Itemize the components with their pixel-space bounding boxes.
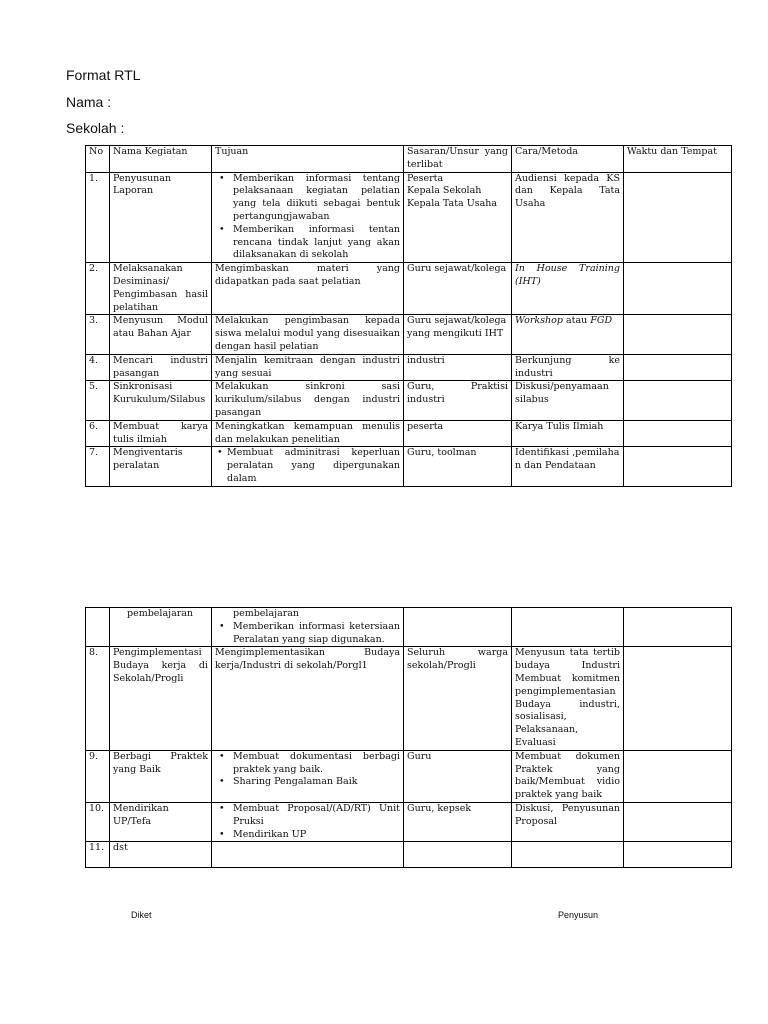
cara-cell xyxy=(512,608,624,647)
sasaran-cell: peserta xyxy=(404,420,512,447)
column-header-sasaran: Sasaran/Unsur yang terlibat xyxy=(404,146,512,173)
row-number: 4. xyxy=(86,354,110,381)
table-row xyxy=(86,172,732,263)
kegiatan-cell: Sinkronisasi Kurukulum/Silabus xyxy=(110,381,212,420)
cara-cell: Berkunjung ke industri xyxy=(512,354,624,381)
tujuan-bullet: • Sharing Pengalaman Baik xyxy=(219,776,358,788)
row-number: 5. xyxy=(86,381,110,420)
table-row xyxy=(86,447,732,486)
rtl-table-part-1 xyxy=(85,145,732,487)
kegiatan-cell: Mendirikan UP/Tefa xyxy=(110,802,212,841)
waktu-cell xyxy=(624,381,732,420)
tujuan-cell xyxy=(212,447,404,486)
kegiatan-cell: pembelajaran xyxy=(110,608,212,647)
sasaran-cell: Guru, Praktisi industri xyxy=(404,381,512,420)
tujuan-cell: Melakukan pengimbasan kepada siswa melalui modul yang disesuaikan dengan hasil pelatian xyxy=(212,315,404,354)
row-number: 11. xyxy=(86,842,110,868)
table-row xyxy=(86,381,732,420)
cara-cell: Audiensi kepada KS dan Kepala Tata Usaha xyxy=(512,172,624,263)
row-number: 7. xyxy=(86,447,110,486)
row-number: 1. xyxy=(86,172,110,263)
column-header-cara-metoda: Cara/Metoda xyxy=(512,146,624,173)
waktu-cell xyxy=(624,842,732,868)
bullet-icon: • xyxy=(217,447,223,459)
bullet-icon: • xyxy=(219,620,225,632)
tujuan-bullet: • Mendirikan UP xyxy=(219,828,307,840)
column-header-nama-kegiatan: Nama Kegiatan xyxy=(110,146,212,173)
sasaran-cell xyxy=(404,608,512,647)
waktu-cell xyxy=(624,354,732,381)
bullet-icon: • xyxy=(219,828,225,840)
sasaran-cell: Guru sejawat/kolega yang mengikuti IHT xyxy=(404,315,512,354)
tujuan-bullet-continued: pembelajaran xyxy=(233,608,300,619)
row-number: 10. xyxy=(86,802,110,841)
kegiatan-cell: Melaksanakan Desiminasi/ Pengimbasan hasil pelatihan xyxy=(110,263,212,315)
kegiatan-cell: Berbagi Praktek yang Baik xyxy=(110,750,212,802)
waktu-cell xyxy=(624,608,732,647)
sasaran-cell: Guru xyxy=(404,750,512,802)
table-row xyxy=(86,750,732,802)
column-header-tujuan: Tujuan xyxy=(212,146,404,173)
table-row xyxy=(86,647,732,750)
bullet-icon: • xyxy=(219,776,225,788)
column-header-waktu-tempat: Waktu dan Tempat xyxy=(624,146,732,173)
tujuan-bullet: • Membuat adminitrasi keperluan peralatan yang dipergunakan dalam xyxy=(217,447,400,484)
tujuan-bullet: • Membuat Proposal/(AD/RT) Unit Pruksi xyxy=(219,802,400,827)
bullet-icon: • xyxy=(219,172,225,184)
cara-cell: Diskusi, Penyusunan Proposal xyxy=(512,802,624,841)
table-row xyxy=(86,420,732,447)
rtl-table-part-2 xyxy=(85,607,732,868)
waktu-cell xyxy=(624,172,732,263)
bullet-icon: • xyxy=(219,750,225,762)
cara-cell: Identifikasi ,pemilaha n dan Pendataan xyxy=(512,447,624,486)
kegiatan-cell: Mencari industri pasangan xyxy=(110,354,212,381)
cara-cell: Karya Tulis Ilmiah xyxy=(512,420,624,447)
tujuan-cell xyxy=(212,802,404,841)
column-header-no: No xyxy=(86,146,110,173)
nama-field-label: Nama : xyxy=(66,94,112,110)
table-row xyxy=(86,315,732,354)
signature-label-penyusun: Penyusun xyxy=(558,910,599,920)
bullet-icon: • xyxy=(219,802,225,814)
cara-cell: Workshop atau FGD xyxy=(512,315,624,354)
cara-cell: In House Training (IHT) xyxy=(512,263,624,315)
row-number: 6. xyxy=(86,420,110,447)
row-number: 9. xyxy=(86,750,110,802)
sasaran-cell: Guru, toolman xyxy=(404,447,512,486)
tujuan-bullet: • Membuat dokumentasi berbagi praktek yang baik. xyxy=(219,750,400,775)
kegiatan-cell: Membuat karya tulis ilmiah xyxy=(110,420,212,447)
table-header-row xyxy=(86,146,732,173)
cara-cell: Membuat dokumen Praktek yang baik/Membuat vidio praktek yang baik xyxy=(512,750,624,802)
tujuan-cell: Meningkatkan kemampuan menulis dan melakukan penelitian xyxy=(212,420,404,447)
table-row xyxy=(86,608,732,647)
kegiatan-cell: dst xyxy=(110,842,212,868)
tujuan-bullet: • Memberikan informasi tentan rencana tindak lanjut yang akan dilaksanakan di sekolah xyxy=(219,223,400,261)
sasaran-cell: Peserta Kepala Sekolah Kepala Tata Usaha xyxy=(404,172,512,263)
sasaran-cell: Guru, kepsek xyxy=(404,802,512,841)
tujuan-cell xyxy=(212,750,404,802)
tujuan-cell: Menjalin kemitraan dengan industri yang sesuai xyxy=(212,354,404,381)
tujuan-cell: Mengimbaskan materi yang didapatkan pada saat pelatian xyxy=(212,263,404,315)
sasaran-cell xyxy=(404,842,512,868)
tujuan-bullet: • Memberikan informasi tentang pelaksanaan kegiatan pelatian yang tela diikuti sebagai bentuk pertangungjawaban xyxy=(219,172,400,222)
table-row xyxy=(86,354,732,381)
kegiatan-cell: Pengimplementasi Budaya kerja di Sekolah/Progli xyxy=(110,647,212,750)
cara-cell xyxy=(512,842,624,868)
cara-cell: Menyusun tata tertib budaya Industri Membuat komitmen pengimplementasian Budaya industri, sosialisasi, Pelaksanaan, Evaluasi xyxy=(512,647,624,750)
tujuan-cell xyxy=(212,608,404,647)
sasaran-cell: industri xyxy=(404,354,512,381)
waktu-cell xyxy=(624,750,732,802)
row-number: 2. xyxy=(86,263,110,315)
table-row xyxy=(86,802,732,841)
waktu-cell xyxy=(624,315,732,354)
row-number: 3. xyxy=(86,315,110,354)
sekolah-field-label: Sekolah : xyxy=(66,120,125,136)
tujuan-cell: Mengimplementasikan Budaya kerja/Industri di sekolah/Porgl1 xyxy=(212,647,404,750)
waktu-cell xyxy=(624,647,732,750)
sasaran-cell: Seluruh warga sekolah/Progli xyxy=(404,647,512,750)
waktu-cell xyxy=(624,802,732,841)
bullet-icon: • xyxy=(219,223,225,235)
signature-label-diket: Diket xyxy=(131,910,152,920)
table-row xyxy=(86,263,732,315)
tujuan-cell xyxy=(212,842,404,868)
sasaran-cell: Guru sejawat/kolega xyxy=(404,263,512,315)
waktu-cell xyxy=(624,263,732,315)
kegiatan-cell: Menyusun Modul atau Bahan Ajar xyxy=(110,315,212,354)
row-number xyxy=(86,608,110,647)
waktu-cell xyxy=(624,447,732,486)
tujuan-cell xyxy=(212,172,404,263)
table-row xyxy=(86,842,732,868)
kegiatan-cell: Penyusunan Laporan xyxy=(110,172,212,263)
waktu-cell xyxy=(624,420,732,447)
cara-cell: Diskusi/penyamaan silabus xyxy=(512,381,624,420)
row-number: 8. xyxy=(86,647,110,750)
document-title: Format RTL xyxy=(66,67,141,83)
kegiatan-cell: Mengiventaris peralatan xyxy=(110,447,212,486)
tujuan-cell: Melakukan sinkroni sasi kurikulum/silabus dengan industri pasangan xyxy=(212,381,404,420)
tujuan-bullet: • Memberikan informasi ketersiaan Peralatan yang siap digunakan. xyxy=(219,620,400,645)
